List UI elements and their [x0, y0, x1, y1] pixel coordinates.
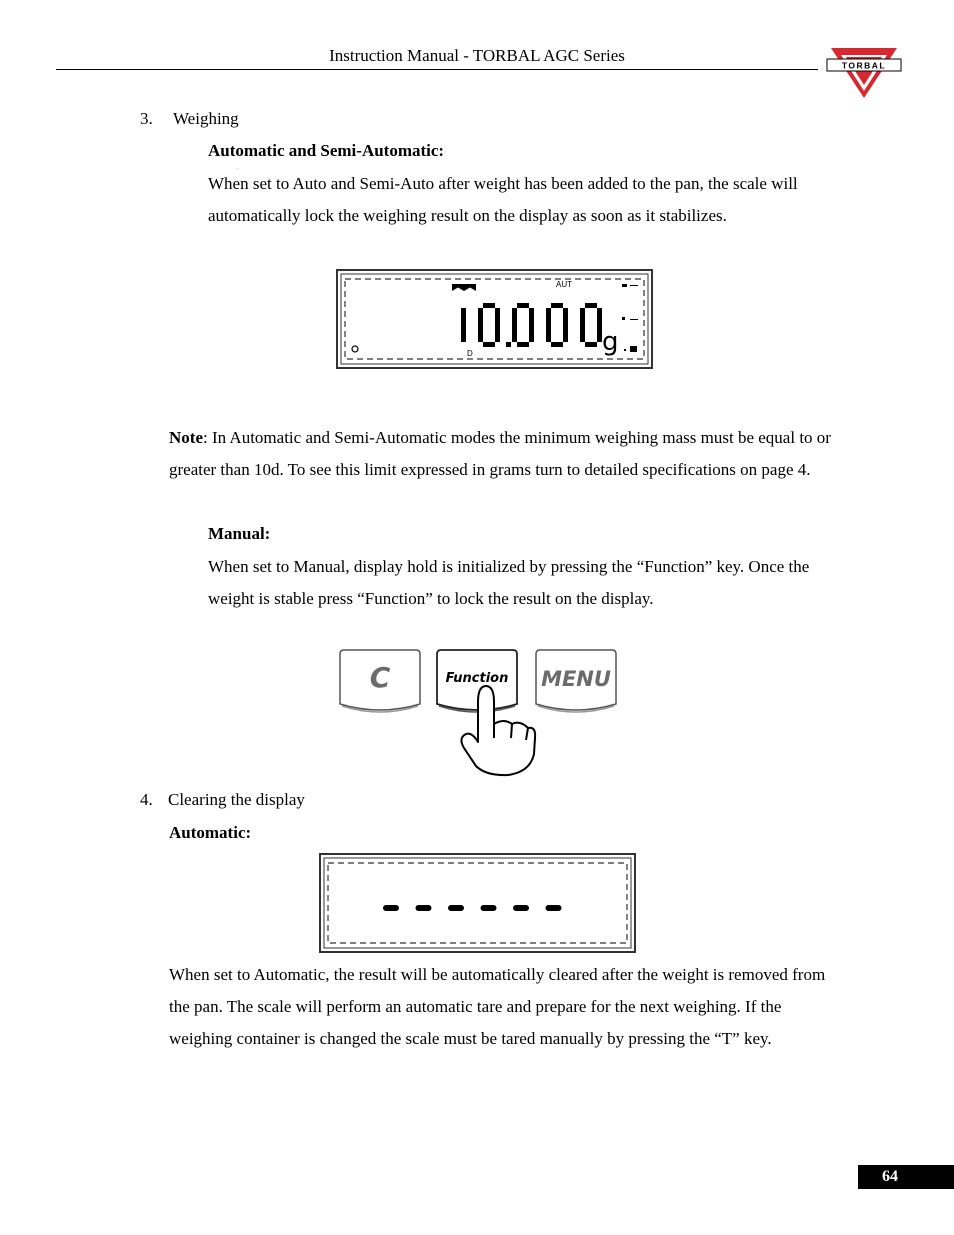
lcd-segment [478, 308, 483, 325]
lcd-segment [585, 303, 597, 308]
section-3-heading: Weighing [173, 109, 239, 128]
lcd-segment [478, 325, 483, 342]
section-4-number: 4. [140, 790, 153, 809]
lcd-segment [517, 342, 529, 347]
clearing-text-line-2: the pan. The scale will perform an automatic tare and prepare for the next weighing. If the [169, 997, 782, 1016]
menu-key-label: MENU [541, 667, 611, 691]
lcd-segment [461, 325, 466, 342]
d-indicator: D [467, 349, 473, 358]
function-key-label: Function [445, 671, 509, 686]
note-label: Note [169, 428, 203, 447]
lcd-decimal-point [506, 342, 511, 347]
section-4-heading: Clearing the display [168, 790, 305, 809]
clearing-text-line-1: When set to Automatic, the result will be automatically cleared after the weight is removed from [169, 965, 826, 984]
lcd-segment [483, 342, 495, 347]
lcd-dash [416, 905, 432, 911]
lcd-segment [529, 325, 534, 342]
c-key [340, 650, 420, 712]
lcd-segment [529, 308, 534, 325]
lcd-segment [546, 325, 551, 342]
page-number: 64 [858, 1165, 954, 1189]
lcd-segment [512, 308, 517, 325]
lcd-dash [448, 905, 464, 911]
lcd-cleared-value: ------ [219, 753, 221, 754]
header-title: Instruction Manual - TORBAL AGC Series [329, 46, 625, 65]
unit-label: g [602, 327, 619, 357]
lcd-dash [513, 905, 529, 911]
menu-key [536, 650, 616, 712]
lcd-dash [546, 905, 562, 911]
manual-text-line-1: When set to Manual, display hold is initialized by pressing the “Function” key. Once the [208, 557, 810, 576]
lcd-segment [551, 303, 563, 308]
note-line-2: greater than 10d. To see this limit expressed in grams turn to detailed specifications on page 4. [169, 460, 811, 479]
clearing-text-line-3: weighing container is changed the scale must be tared manually by pressing the “T” key. [169, 1029, 772, 1048]
lcd-segment [461, 308, 466, 325]
lcd-segment [546, 308, 551, 325]
manual-heading: Manual: [208, 524, 271, 543]
c-key-label: C [369, 661, 391, 694]
lcd-segment [597, 308, 602, 325]
lcd-segment [551, 342, 563, 347]
note-text-1: : In Automatic and Semi-Automatic modes the minimum weighing mass must be equal to or [202, 428, 831, 447]
auto-text-line-1: When set to Auto and Semi-Auto after weight has been added to the pan, the scale will [208, 174, 798, 193]
lcd-segment [563, 308, 568, 325]
lcd-dash [383, 905, 399, 911]
lcd-segment [483, 303, 495, 308]
torbal-logo [826, 44, 902, 100]
lcd-digits [461, 303, 602, 347]
manual-text-line-2: weight is stable press “Function” to lock the result on the display. [208, 589, 654, 608]
lcd-segment [563, 325, 568, 342]
auto-text-line-2: automatically lock the weighing result on the display as soon as it stabilizes. [208, 206, 727, 225]
lcd-segment [495, 308, 500, 325]
lcd-segment [517, 303, 529, 308]
aut-indicator: AUT [556, 280, 572, 289]
lcd-segment [580, 325, 585, 342]
header-rule [56, 69, 818, 70]
clearing-auto-heading: Automatic: [169, 823, 252, 842]
auto-heading: Automatic and Semi-Automatic: [208, 141, 445, 160]
lcd-segment [580, 308, 585, 325]
keypad-illustration [336, 646, 621, 778]
lcd-reading-value: 10.000 [236, 169, 239, 170]
logo-text: TORBAL [841, 60, 887, 71]
lcd-dash [481, 905, 497, 911]
section-3-number: 3. [140, 109, 153, 128]
lcd-segment [495, 325, 500, 342]
lcd-segment [512, 325, 517, 342]
note-line-1 [169, 422, 831, 454]
lcd-segment [585, 342, 597, 347]
